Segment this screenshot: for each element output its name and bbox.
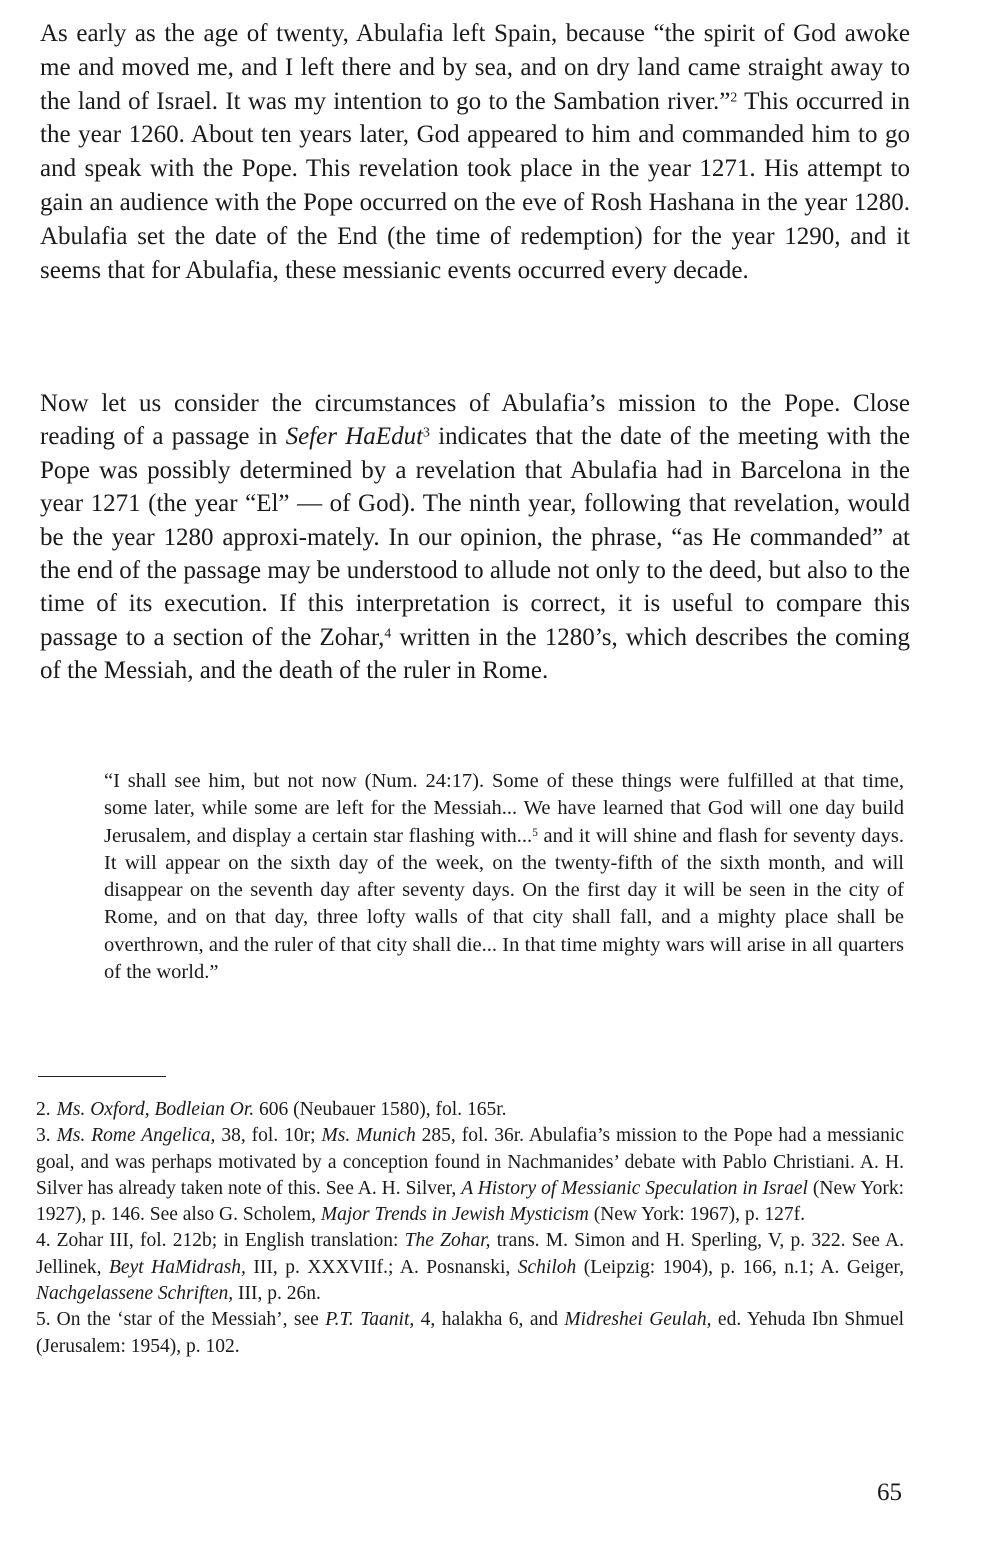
italic-title: Ms. Munich — [321, 1125, 416, 1147]
footnote-ref: 4 — [384, 625, 392, 641]
footnote-text: Ms. Oxford, Bodleian Or. 606 (Neubauer 1580), fol. 165r. — [56, 1099, 507, 1120]
footnote-text: On the ‘star of the Messiah’, see P.T. Taanit, 4, halakha 6, and Midreshei Geulah, ed. Yehuda Ibn Shmuel (Jerusalem: 1954), p. 102. — [36, 1309, 905, 1357]
footnotes-list — [36, 1097, 904, 1360]
italic-title: Sefer HaEdut — [285, 423, 424, 451]
footnote-ref: 5 — [532, 826, 538, 839]
italic-title: Ms. Rome Angelica, — [56, 1125, 216, 1147]
footnote-number: 4. — [36, 1230, 51, 1252]
footnote-separator-rule — [38, 1076, 166, 1077]
body-paragraph-1: As early as the age of twenty, Abulafia left Spain, because “the spirit of God awoke me and moved me, and I left there and by sea, and on dry land came straight away to the land of Israel. It was my intention to go to the Sambation river.”$^2$ This occurred in the year 1260. About ten years later, God appeared to him and commanded him to go and speak with the Pope. This revelation took place in the year 1271. His attempt to gain an audience with the Pope occurred on the eve of Rosh Hashana in the year 1280. Abulafia set the date of the End (the time of redemption) for the year 1290, and it seems that for Abulafia, these messianic events occurred every decade. — [40, 20, 910, 284]
italic-title: The Zohar, — [404, 1230, 491, 1252]
body-paragraph-2: Now let us consider the circumstances of Abulafia’s mission to the Pope. Close reading of a passage in Sefer HaEdut$^3$ indicates that the date of the meeting with the Pope was possibly determined by a revelation that Abulafia had in Barcelona in the year 1271 (the year “El” — of God). The ninth year, following that revelation, would be the year 1280 approxi-mately. In our opinion, the phrase, “as He commanded” at the end of the passage may be understood to allude not only to the deed, but also to the time of its execution. If this interpretation is correct, it is useful to compare this passage to a section of the Zohar,$^4$ written in the 1280’s, which describes the coming of the Messiah, and the death of the ruler in Rome. — [40, 390, 910, 685]
italic-title: A History of Messianic Speculation in Israel — [461, 1177, 808, 1199]
italic-title: Schiloh — [517, 1256, 577, 1278]
footnote-4 — [36, 1228, 904, 1307]
footnote-ref: 2 — [730, 89, 738, 105]
footnote-text: Zohar III, fol. 212b; in English translation: The Zohar, trans. M. Simon and H. Sperling, V, p. 322. See A. Jellinek, Beyt HaMidrash, III, p. XXXVIIf.; A. Posnanski, Schiloh (Leipzig: 1904), p. 166, n.1; A. Geiger, Nachgelassene Schriften, III, p. 26n. — [36, 1230, 905, 1305]
footnote-5 — [36, 1307, 904, 1360]
footnote-number: 5. — [36, 1309, 51, 1331]
italic-title: Nachgelassene Schriften, — [36, 1283, 234, 1305]
footnote-number: 2. — [36, 1099, 51, 1120]
footnote-ref: 3 — [423, 424, 430, 440]
footnote-text: Ms. Rome Angelica, 38, fol. 10r; Ms. Munich 285, fol. 36r. Abulafia’s mission to the Pope had a messianic goal, and was perhaps motivated by a conception found in Nachmanides’ debate with Pablo Christiani. A. H. Silver has already taken note of this. See A. H. Silver, A History of Messianic Speculation in Israel (New York: 1927), p. 146. See also G. Scholem, Major Trends in Jewish Mysticism (New York: 1967), p. 127f. — [36, 1125, 905, 1226]
page-number: 65 — [877, 1479, 902, 1506]
italic-title: Midreshei Geulah, — [564, 1309, 712, 1331]
italic-title: Major Trends in Jewish Mysticism — [320, 1204, 589, 1226]
footnote-number: 3. — [36, 1125, 51, 1147]
footnote-2 — [36, 1097, 904, 1123]
block-quote-zohar: “I shall see him, but not now (Num. 24:17). Some of these things were fulfilled at that time, some later, while some are left for the Messiah... We have learned that God will one day build Jerusalem, and display a certain star flashing with...$^5$ and it will shine and flash for seventy days. It will appear on the sixth day of the week, on the twenty-fifth of the sixth month, and will disappear on the seventh day after seventy days. On the first day it will be seen in the city of Rome, and on that day, three lofty walls of that city shall fall, and a mighty place shall be overthrown, and the ruler of that city shall die... In that time mighty wars will arise in all quarters of the world.” — [104, 770, 905, 984]
footnote-3 — [36, 1123, 904, 1228]
italic-title: Ms. Oxford, Bodleian Or. — [56, 1099, 255, 1120]
italic-title: P.T. Taanit, — [325, 1309, 415, 1331]
italic-title: Beyt HaMidrash, — [109, 1256, 246, 1278]
